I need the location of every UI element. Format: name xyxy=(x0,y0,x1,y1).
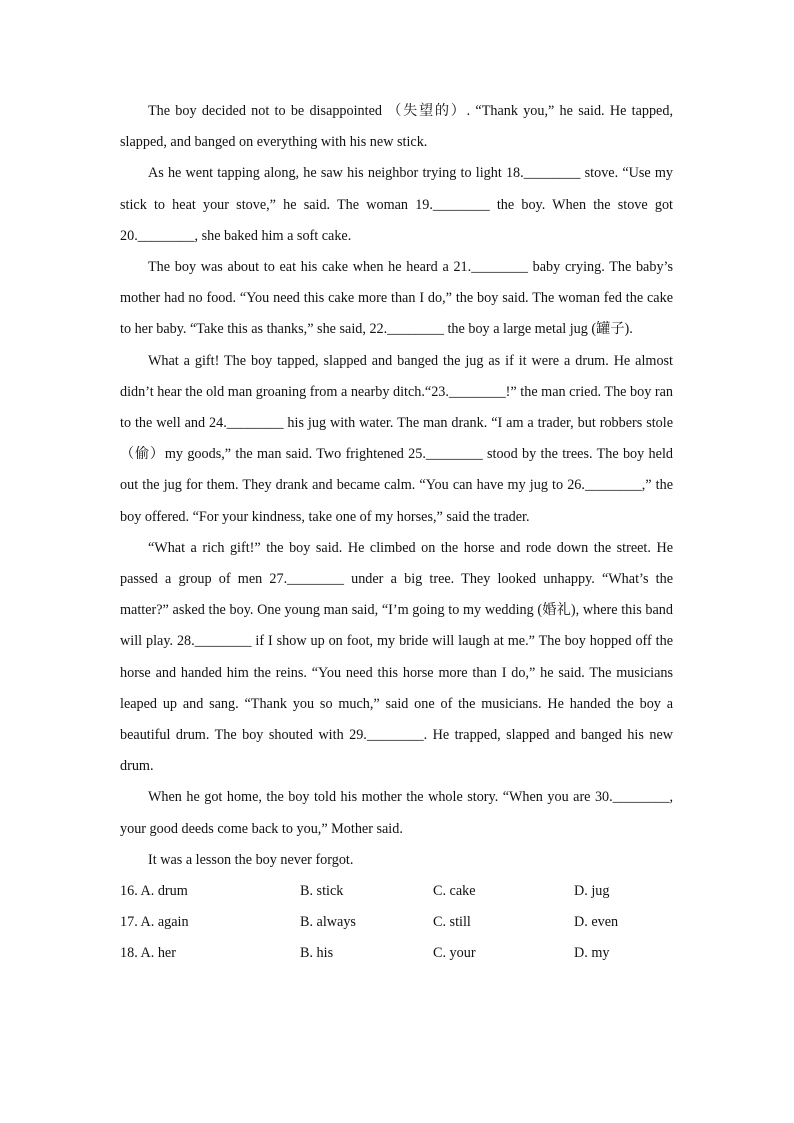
passage-paragraph-5: “What a rich gift!” the boy said. He climbed on the horse and rode down the street. He passed a group of men 27.________ under a big tree. They looked unhappy. “What’s the matter?” asked the boy. One young man said, “I’m going to my wedding (婚礼), where this band will play. 28.________ if I show up on foot, my bride will laugh at me.” The boy hopped off the horse and handed him the reins. “You need this horse more than I do,” he said. The musicians leaped up and sang. “Thank you so much,” said one of the musicians. He handed the boy a beautiful drum. The boy shouted with 29.________. He trapped, slapped and banged his new drum. xyxy=(120,539,673,775)
option-17-a: 17. A. again xyxy=(120,914,189,931)
option-16-a: 16. A. drum xyxy=(120,883,188,900)
option-16-d: D. jug xyxy=(574,883,610,900)
passage-paragraph-4: What a gift! The boy tapped, slapped and banged the jug as if it were a drum. He almost didn’t hear the old man groaning from a nearby ditch.“23.________!” the man cried. The boy ran to the well and 24.________ his jug with water. The man drank. “I am a trader, but robbers stole （偷）my goods,” the man said. Two frightened 25.________ stood by the trees. The boy held out the jug for them. They drank and became calm. “You can have my jug to 26.________,” the boy offered. “For your kindness, take one of my horses,” said the trader. xyxy=(120,352,673,525)
answer-options xyxy=(120,876,673,970)
passage-paragraph-1: The boy decided not to be disappointed （失望的）. “Thank you,” he said. He tapped, slapped, and banged on everything with his new stick. xyxy=(120,103,673,151)
option-16-b: B. stick xyxy=(300,883,344,900)
option-17-c: C. still xyxy=(433,914,471,931)
option-18-b: B. his xyxy=(300,945,334,962)
option-17-b: B. always xyxy=(300,914,356,931)
option-row-17 xyxy=(120,907,673,938)
option-18-a: 18. A. her xyxy=(120,945,176,962)
passage-paragraph-6: When he got home, the boy told his mother the whole story. “When you are 30.________, your good deeds come back to you,” Mother said. xyxy=(120,789,673,837)
passage-paragraph-7: It was a lesson the boy never forgot. xyxy=(148,851,354,868)
option-row-16 xyxy=(120,876,673,907)
passage-paragraph-2: As he went tapping along, he saw his neighbor trying to light 18.________ stove. “Use my stick to heat your stove,” he said. The woman 19.________ the boy. When the stove got 20.________, she baked him a soft cake. xyxy=(120,165,673,244)
option-16-c: C. cake xyxy=(433,883,476,900)
document-page xyxy=(120,96,673,970)
passage-paragraph-3: The boy was about to eat his cake when he heard a 21.________ baby crying. The baby’s mother had no food. “You need this cake more than I do,” the boy said. The woman fed the cake to her baby. “Take this as thanks,” she said, 22.________ the boy a large metal jug (罐子). xyxy=(120,259,673,338)
option-18-c: C. your xyxy=(433,945,476,962)
option-row-18 xyxy=(120,938,673,969)
option-17-d: D. even xyxy=(574,914,619,931)
option-18-d: D. my xyxy=(574,945,610,962)
